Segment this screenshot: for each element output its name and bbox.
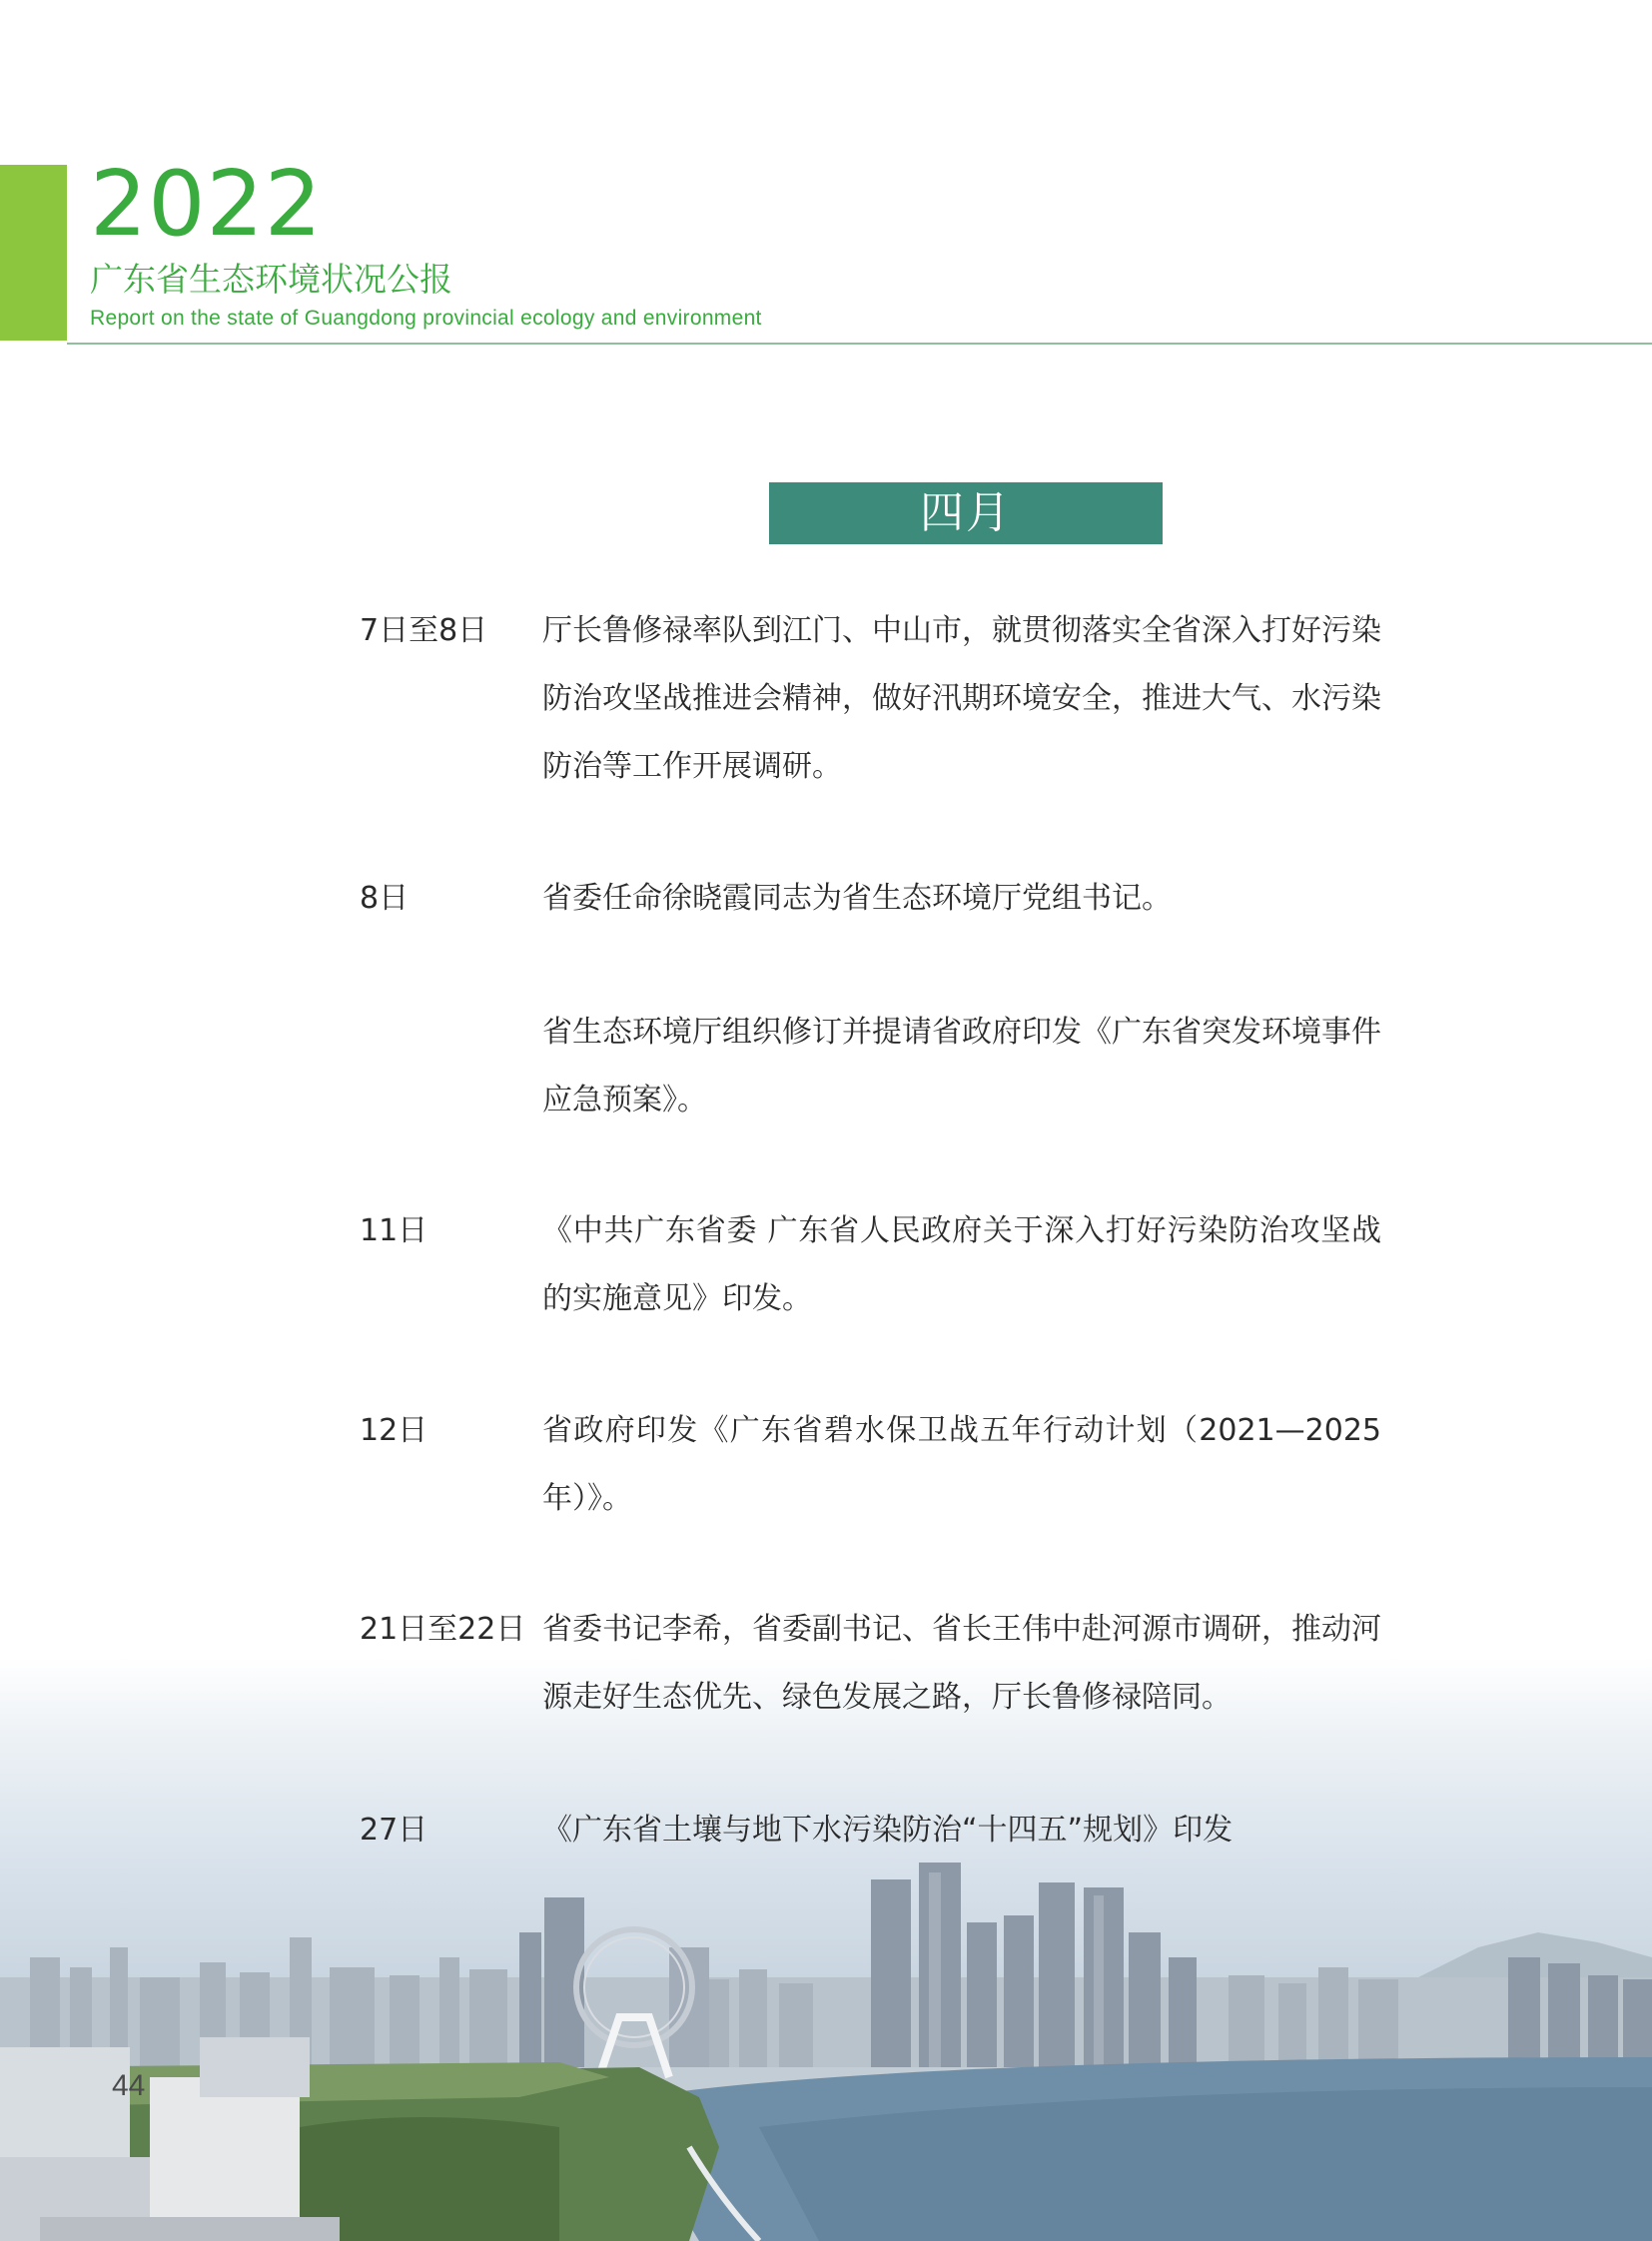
entry-date: 21日至22日 [360, 1612, 526, 1647]
skyline-illustration [0, 1658, 1652, 2241]
header-title: 广东省生态环境状况公报 [90, 260, 452, 299]
page-number: 44 [112, 2069, 146, 2102]
entry-date: 12日 [360, 1413, 428, 1448]
entry-text: 《广东省土壤与地下水污染防治“十四五”规划》印发 [542, 1813, 1234, 1848]
entry-date: 11日 [360, 1213, 428, 1248]
entry-text: 厅长鲁修禄率队到江门、中山市，就贯彻落实全省深入打好污染防治攻坚战推进会精神，做好汛期环境安全，推进大气、水污染防治等工作开展调研。 [542, 613, 1381, 784]
month-banner: 四月 [769, 482, 1163, 544]
entry-date: 7日至8日 [360, 613, 488, 648]
entry-text: 省委书记李希，省委副书记、省长王伟中赴河源市调研，推动河源走好生态优先、绿色发展之路，厅长鲁修禄陪同。 [542, 1612, 1381, 1715]
header-subtitle: Report on the state of Guangdong provincial ecology and environment [90, 307, 762, 330]
entry-date: 8日 [360, 881, 410, 916]
header-divider [67, 343, 1652, 345]
header-year: 2022 [90, 152, 324, 257]
entry-text: 省生态环境厅组织修订并提请省政府印发《广东省突发环境事件应急预案》。 [542, 1015, 1381, 1118]
header-accent-bar [0, 165, 67, 341]
entry-text: 省委任命徐晓霞同志为省生态环境厅党组书记。 [542, 881, 1172, 916]
entry-text: 《中共广东省委 广东省人民政府关于深入打好污染防治攻坚战的实施意见》印发。 [542, 1213, 1381, 1316]
entry-date: 27日 [360, 1813, 428, 1848]
entry-text: 省政府印发《广东省碧水保卫战五年行动计划（2021—2025年）》。 [542, 1413, 1381, 1516]
city-skyline-photo [0, 1658, 1652, 2241]
